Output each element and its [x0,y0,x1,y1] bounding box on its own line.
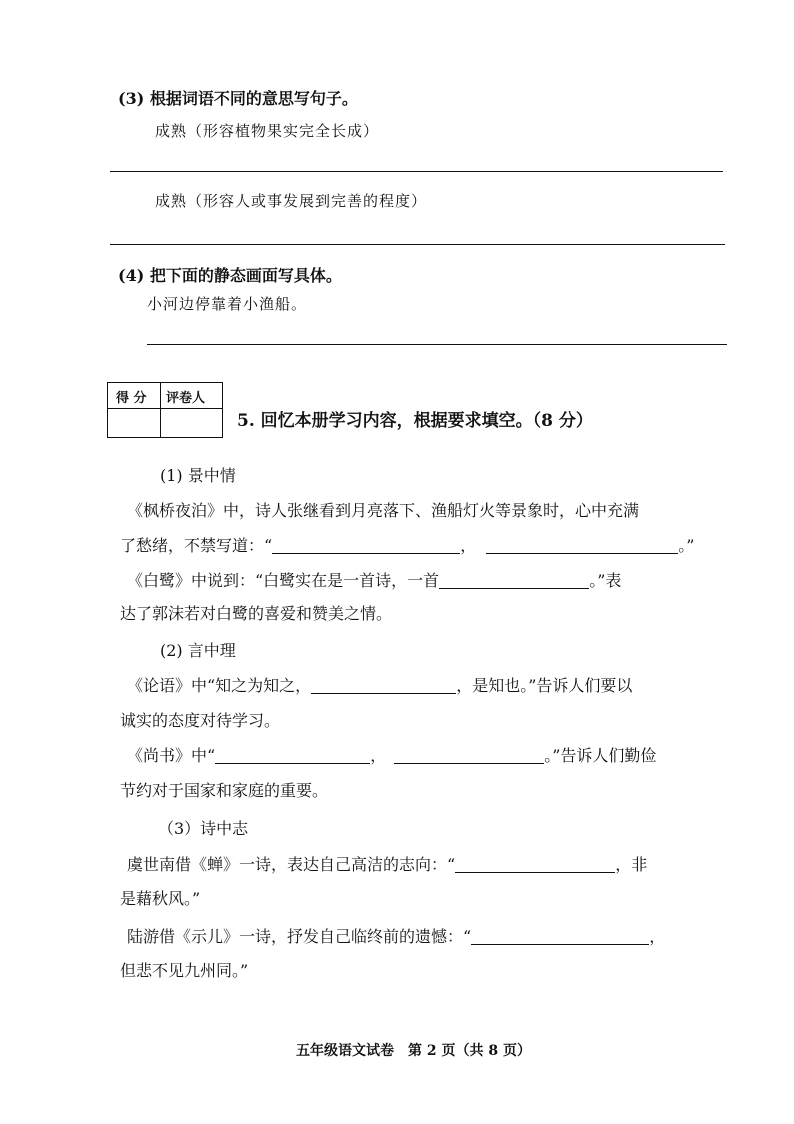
answer-line-2[interactable] [110,244,725,245]
page-footer: 五年级语文试卷 第 2 页（共 8 页） [296,1043,531,1059]
s1-p1-line1: 《枫桥夜泊》中，诗人张继看到月亮落下、渔船灯火等景象时，心中充满 [127,501,640,520]
fill-blank-1[interactable] [272,537,460,554]
fill-blank-5[interactable] [215,747,370,764]
q3-item-2: 成熟（形容人或事发展到完善的程度） [155,192,428,210]
s2-p1-pre: 《论语》中“知之为知之， [127,676,312,695]
fill-blank-7[interactable] [455,856,615,873]
s3-p1-pre: 虞世南借《蝉》一诗，表达自己高洁的志向：“ [127,855,456,874]
s3-p2-line2: 但悲不见九州同。” [120,961,249,980]
s3-p1-line1 [127,852,647,875]
fill-blank-8[interactable] [471,928,649,945]
q4-sentence: 小河边停靠着小渔船。 [147,295,308,313]
answer-line-3[interactable] [147,344,727,345]
score-label: 得 分 [116,391,147,406]
fill-blank-3[interactable] [439,572,589,589]
s2-p1-post: ，是知也。”告诉人们要以 [456,676,633,695]
question-3-title: (3) 根据词语不同的意思写句子。 [118,89,358,108]
question-4-title: (4) 把下面的静态画面写具体。 [118,266,342,285]
s1-p1-mid: ， [460,536,477,555]
section-1-label: (1) 景中情 [160,466,236,485]
s2-p2-pre: 《尚书》中“ [127,746,216,765]
s3-p2-pre: 陆游借《示儿》一诗，抒发自己临终前的遗憾：“ [127,927,472,946]
fill-blank-6[interactable] [394,747,544,764]
answer-line-1[interactable] [110,171,723,172]
s2-p2-mid: ， [370,746,387,765]
s1-p1-post: 。” [678,536,695,555]
question-5-title: 5. 回忆本册学习内容，根据要求填空。（8 分） [237,411,593,431]
score-table [107,382,223,438]
s1-p1-line2 [120,533,694,556]
section-2-label: (2) 言中理 [160,641,236,660]
s1-p2-line1 [127,568,621,591]
s1-p2-pre: 《白鹭》中说到：“白鹭实在是一首诗，一首 [127,571,440,590]
fill-blank-2[interactable] [486,537,678,554]
score-table-row-divider [108,408,222,409]
q3-item-1: 成熟（形容植物果实完全长成） [155,122,380,140]
s2-p2-post: 。”告诉人们勤俭 [544,746,657,765]
s3-p1-line2: 是藉秋风。” [120,889,201,908]
score-table-divider [160,383,161,437]
fill-blank-4[interactable] [311,677,456,694]
s1-p1-pre: 了愁绪，不禁写道：“ [120,536,273,555]
s2-p1-line1 [127,673,632,696]
s2-p2-line2: 节约对于国家和家庭的重要。 [120,781,329,800]
s1-p2-post: 。”表 [589,571,622,590]
s3-p2-line1 [127,924,665,947]
s3-p1-post: ，非 [615,855,648,874]
s2-p2-line1 [127,743,656,766]
grader-label: 评卷人 [166,391,206,406]
section-3-label: （3）诗中志 [158,819,249,838]
s3-p2-post: ， [649,927,666,946]
s1-p2-line2: 达了郭沫若对白鹭的喜爱和赞美之情。 [120,604,393,623]
s2-p1-line2: 诚实的态度对待学习。 [120,711,281,730]
